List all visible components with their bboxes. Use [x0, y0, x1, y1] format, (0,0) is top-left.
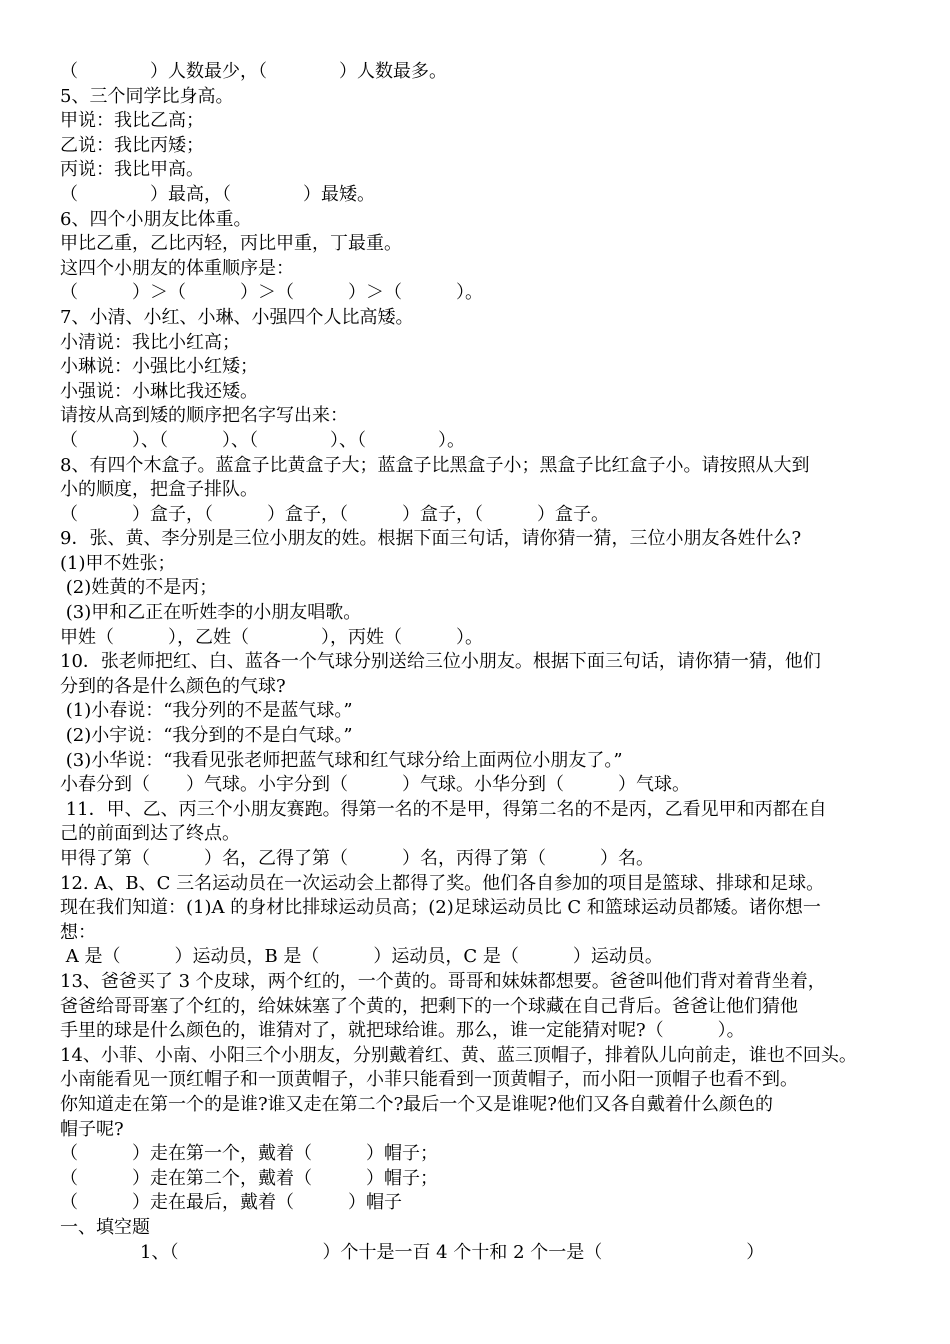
text-line: 甲说：我比乙高； [60, 110, 204, 132]
question-14-title: 14、小菲、小南、小阳三个小朋友，分别戴着红、黄、蓝三顶帽子，排着队儿向前走，谁也不回头。 [60, 1044, 857, 1066]
text-line: 手里的球是什么颜色的，谁猜对了，就把球给谁。那么，谁一定能猜对呢?（ ）。 [60, 1020, 745, 1042]
text-line: 己的前面到达了终点。 [60, 823, 240, 845]
text-line: 小清说：我比小红高； [60, 331, 240, 353]
text-line: 这四个小朋友的体重顺序是： [60, 257, 294, 279]
text-line: 小琳说：小强比小红矮； [60, 356, 258, 378]
text-line: 小强说：小琳比我还矮。 [60, 380, 258, 402]
text-line: 你知道走在第一个的是谁?谁又走在第二个?最后一个又是谁呢?他们又各自戴着什么颜色的 [60, 1093, 773, 1115]
text-line: (1)甲不姓张； [60, 552, 176, 574]
answer-line: （ ）走在第一个，戴着（ ）帽子； [60, 1143, 438, 1165]
answer-line: （ ）、（ ）、（ ）、（ ）。 [60, 429, 465, 451]
text-line: (1)小春说：“我分列的不是蓝气球。” [60, 700, 353, 722]
section-heading: 一、填空题 [60, 1216, 150, 1238]
answer-line: 小春分到（ ）气球。小宇分到（ ）气球。小华分到（ ）气球。 [60, 774, 690, 796]
answer-line: 甲得了第（ ）名，乙得了第（ ）名，丙得了第（ ）名。 [60, 848, 654, 869]
answer-line: （ ）＞（ ）＞（ ）＞（ ）。 [60, 282, 483, 304]
worksheet-page [60, 60, 910, 1265]
answer-line: 甲姓（ ），乙姓（ ），丙姓（ ）。 [60, 626, 483, 648]
answer-line: （ ）走在最后，戴着（ ）帽子 [60, 1192, 402, 1214]
question-5-title: 5、三个同学比身高。 [60, 85, 234, 107]
answer-line: （ ）最高，（ ）最矮。 [60, 183, 375, 205]
text-line: 帽子呢? [60, 1118, 124, 1140]
text-line: 请按从高到矮的顺序把名字写出来： [60, 405, 348, 427]
text-line: 想： [60, 921, 96, 943]
text-line: 乙说：我比丙矮； [60, 134, 204, 156]
answer-line: A 是（ ）运动员，B 是（ ）运动员，C 是（ ）运动员。 [60, 946, 663, 968]
answer-line: （ ）走在第二个，戴着（ ）帽子； [60, 1167, 438, 1189]
text-line: 现在我们知道：(1)A 的身材比排球运动员高；(2)足球运动员比 C 和篮球运动员都矮。诸你想一 [60, 897, 821, 919]
text-line: (3)小华说：“我看见张老师把蓝气球和红气球分给上面两位小朋友了。” [60, 749, 623, 771]
text-line: 小的顺度，把盒子排队。 [60, 479, 258, 501]
question-6-title: 6、四个小朋友比体重。 [60, 208, 252, 230]
text-line: (3)甲和乙正在听姓李的小朋友唱歌。 [60, 602, 362, 624]
text-line: 甲比乙重，乙比丙轻，丙比甲重，丁最重。 [60, 233, 402, 255]
text-line: 小南能看见一顶红帽子和一顶黄帽子，小菲只能看到一顶黄帽子，而小阳一顶帽子也看不到。 [60, 1069, 798, 1091]
question-10-title: 10．张老师把红、白、蓝各一个气球分别送给三位小朋友。根据下面三句话，请你猜一猜，他们 [60, 651, 821, 673]
text-line: 爸爸给哥哥塞了个红的，给妹妹塞了个黄的，把剩下的一个球藏在自己背后。爸爸让他们猜他 [60, 995, 798, 1017]
question-12-title: 12. A、B、C 三名运动员在一次运动会上都得了奖。他们各自参加的项目是篮球、排球和足球。 [60, 872, 825, 894]
text-line: 分到的各是什么颜色的气球? [60, 675, 286, 697]
text-line: 丙说：我比甲高。 [60, 159, 204, 181]
question-7-title: 7、小清、小红、小琳、小强四个人比高矮。 [60, 306, 414, 328]
text-line: (2)姓黄的不是丙； [60, 577, 218, 599]
question-8-title: 8、有四个木盒子。蓝盒子比黄盒子大；蓝盒子比黑盒子小；黑盒子比红盒子小。请按照从大到 [60, 454, 810, 476]
text-line: （ ）人数最少，（ ）人数最多。 [60, 61, 447, 82]
fill-blank-item: 1、（ ）个十是一百 4 个十和 2 个一是（ ） [140, 1241, 765, 1263]
question-9-title: 9．张、黄、李分别是三位小朋友的姓。根据下面三句话，请你猜一猜，三位小朋友各姓什么? [60, 528, 802, 550]
question-11-title: 11．甲、乙、丙三个小朋友赛跑。得第一名的不是甲，得第二名的不是丙，乙看见甲和丙都在自 [60, 798, 827, 820]
answer-line: （ ）盒子，（ ）盒子，（ ）盒子，（ ）盒子。 [60, 503, 609, 525]
question-13-title: 13、爸爸买了 3 个皮球，两个红的，一个黄的。哥哥和妹妹都想要。爸爸叫他们背对着背坐着， [60, 970, 826, 992]
text-line: (2)小宇说：“我分到的不是白气球。” [60, 725, 353, 747]
